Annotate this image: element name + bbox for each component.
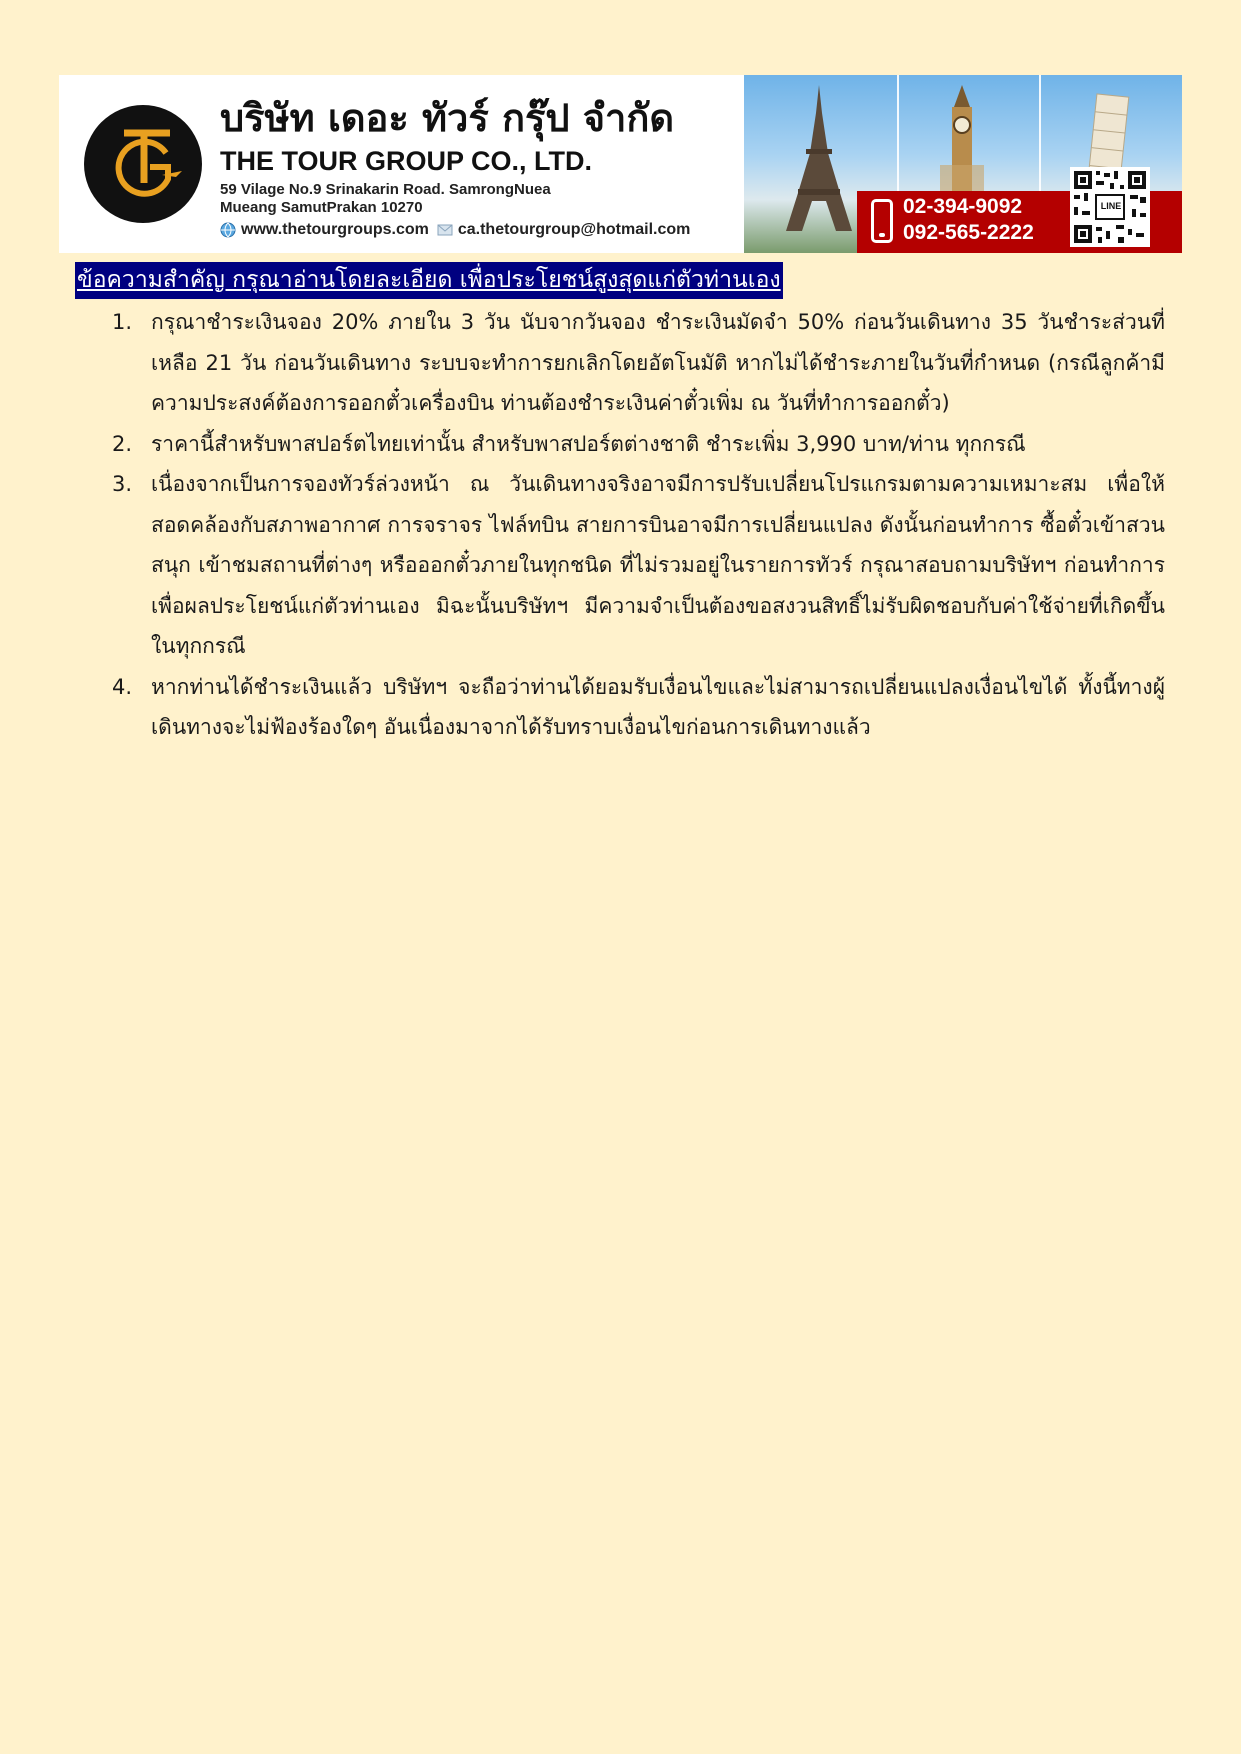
important-notice-title: ข้อความสำคัญ กรุณาอ่านโดยละเอียด เพื่อประโยชน์สูงสุดแก่ตัวท่านเอง: [75, 262, 783, 299]
qr-line-label: LINE: [1100, 201, 1122, 211]
eiffel-tower-illustration: [784, 83, 854, 233]
photo-divider: [897, 75, 899, 193]
company-banner: [59, 75, 1182, 253]
phone-icon: [871, 199, 893, 243]
phone-number-1[interactable]: 02-394-9092: [903, 195, 1023, 218]
list-item: [112, 424, 1165, 465]
list-item-number: 3.: [112, 472, 133, 496]
company-name-english: THE TOUR GROUP CO., LTD.: [220, 146, 593, 176]
email-link[interactable]: ca.thetourgroup@hotmail.com: [457, 221, 691, 238]
list-item: [112, 667, 1165, 748]
phone-number-2[interactable]: 092-565-2222: [903, 221, 1034, 244]
email-icon: [437, 222, 453, 238]
terms-list: [112, 302, 1165, 748]
company-name-thai: บริษัท เดอะ ทัวร์ กรุ๊ป จำกัด: [220, 96, 675, 140]
list-item-text: หากท่านได้ชำระเงินแล้ว บริษัทฯ จะถือว่าท่านได้ยอมรับเงื่อนไขและไม่สามารถเปลี่ยนแปลงเงื่อนไขได้ ทั้งนี้ทางผู้เดินทางจะไม่ฟ้องร้องใดๆ อันเนื่องมาจากได้รับทราบเงื่อนไขก่อนการเดินทางแล้ว: [151, 674, 1165, 739]
website-link[interactable]: www.thetourgroups.com: [241, 221, 429, 238]
company-info-panel: [59, 75, 744, 253]
travel-photo-panel: [744, 75, 1182, 253]
list-item-number: 1.: [112, 310, 133, 334]
list-item-text: เนื่องจากเป็นการจองทัวร์ล่วงหน้า ณ วันเดินทางจริงอาจมีการปรับเปลี่ยนโปรแกรมตามความเหมาะสม เพื่อให้สอดคล้องกับสภาพอากาศ การจราจร ไฟล์ทบิน สายการบินอาจมีการเปลี่ยนแปลง ดังนั้นก่อนทำการ ซื้อตั๋วเข้าสวนสนุก เข้าชมสถานที่ต่างๆ หรือออกตั๋วภายในทุกชนิด ที่ไม่รวมอยู่ในรายการทัวร์ กรุณาสอบถามบริษัทฯ ก่อนทำการ เพื่อผลประโยชน์แก่ตัวท่านเอง มิฉะนั้นบริษัทฯ มีความจำเป็นต้องขอสงวนสิทธิ์ไม่รับผิดชอบกับค่าใช้จ่ายที่เกิดขึ้นในทุกกรณี: [151, 472, 1165, 658]
big-ben-illustration: [940, 85, 984, 195]
address-line-2: Mueang SamutPrakan 10270: [220, 199, 423, 216]
list-item-number: 4.: [112, 674, 133, 699]
list-item-number: 2.: [112, 431, 133, 456]
list-item: [112, 464, 1165, 667]
photo-divider: [1039, 75, 1041, 193]
company-logo: [84, 105, 202, 223]
address-line-1: 59 Vilage No.9 Srinakarin Road. SamrongNuea: [220, 181, 551, 198]
contact-row: [220, 221, 690, 239]
globe-icon: [220, 222, 236, 238]
list-item-text: ราคานี้สำหรับพาสปอร์ตไทยเท่านั้น สำหรับพาสปอร์ตต่างชาติ ชำระเพิ่ม 3,990 บาท/ท่าน ทุกกรณี: [151, 431, 1026, 456]
list-item-text: กรุณาชำระเงินจอง 20% ภายใน 3 วัน นับจากวันจอง ชำระเงินมัดจำ 50% ก่อนวันเดินทาง 35 วันชำระส่วนที่เหลือ 21 วัน ก่อนวันเดินทาง ระบบจะทำการยกเลิกโดยอัตโนมัติ หากไม่ได้ชำระภายในวันที่กำหนด (กรณีลูกค้ามีความประสงค์ต้องการออกตั๋วเครื่องบิน ท่านต้องชำระเงินค่าตั๋วเพิ่ม ณ วันที่ทำการออกตั๋ว): [151, 310, 1165, 415]
line-qr-code[interactable]: [1070, 167, 1150, 247]
list-item: [112, 302, 1165, 424]
